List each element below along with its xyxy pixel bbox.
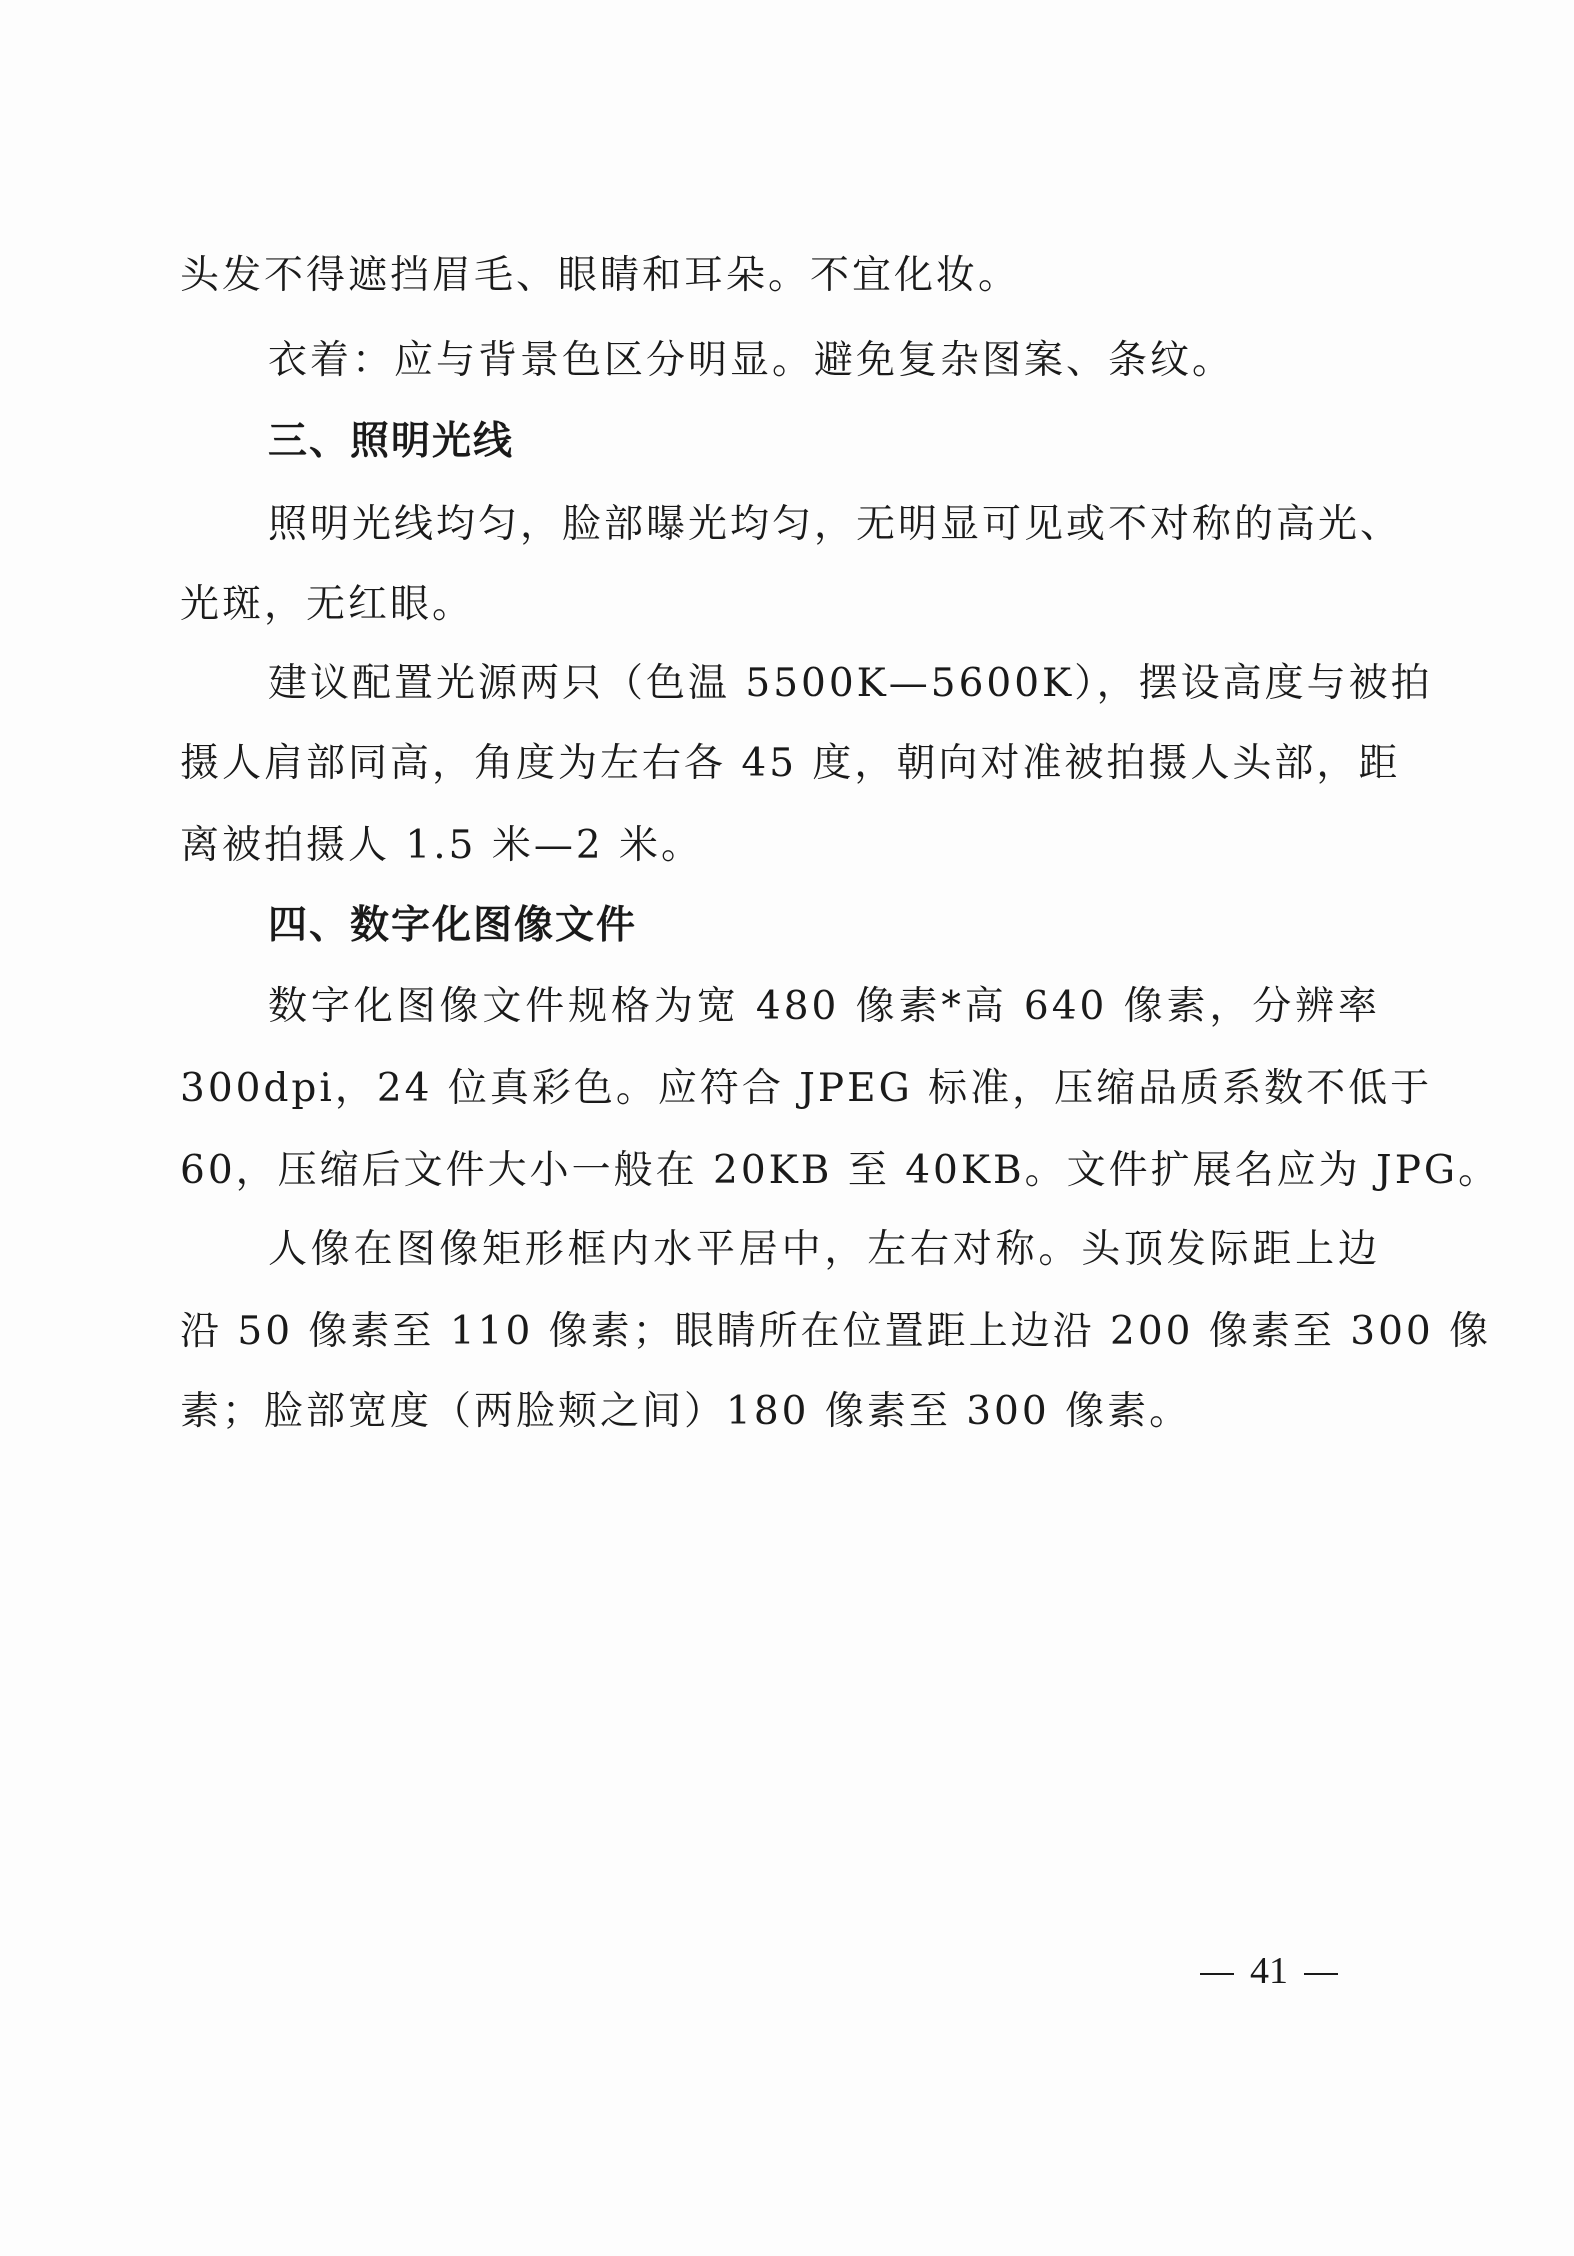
body-text-line: 沿 50 像素至 110 像素；眼睛所在位置距上边沿 200 像素至 300 像 [180,1309,1492,1354]
section-heading: 四、数字化图像文件 [268,903,638,948]
body-text-line: 衣着：应与背景色区分明显。避免复杂图案、条纹。 [268,338,1235,383]
section-heading: 三、照明光线 [268,419,515,464]
footer-right-dash [1304,1973,1338,1975]
page-footer [1184,1952,1354,1990]
body-text-line: 素；脸部宽度（两脸颊之间）180 像素至 300 像素。 [180,1389,1192,1434]
footer-left-dash [1200,1973,1234,1975]
body-text-line: 人像在图像矩形框内水平居中，左右对称。头顶发际距上边 [268,1227,1380,1272]
body-text-line: 光斑，无红眼。 [180,582,475,627]
body-text-line: 数字化图像文件规格为宽 480 像素*高 640 像素，分辨率 [268,984,1380,1029]
body-text-line: 摄人肩部同高，角度为左右各 45 度，朝向对准被拍摄人头部，距 [180,741,1401,786]
body-text-line: 建议配置光源两只（色温 5500K—5600K），摆设高度与被拍 [268,661,1433,706]
body-text-line: 离被拍摄人 1.5 米—2 米。 [180,823,704,868]
body-text-line: 照明光线均匀，脸部曝光均匀，无明显可见或不对称的高光、 [268,502,1403,547]
body-text-line: 头发不得遮挡眉毛、眼睛和耳朵。不宜化妆。 [180,253,1021,298]
page-number: 41 [1250,1950,1288,1992]
body-text-line: 60，压缩后文件大小一般在 20KB 至 40KB。文件扩展名应为 JPG。 [180,1148,1501,1193]
body-text-line: 300dpi，24 位真彩色。应符合 JPEG 标准，压缩品质系数不低于 [180,1066,1433,1111]
